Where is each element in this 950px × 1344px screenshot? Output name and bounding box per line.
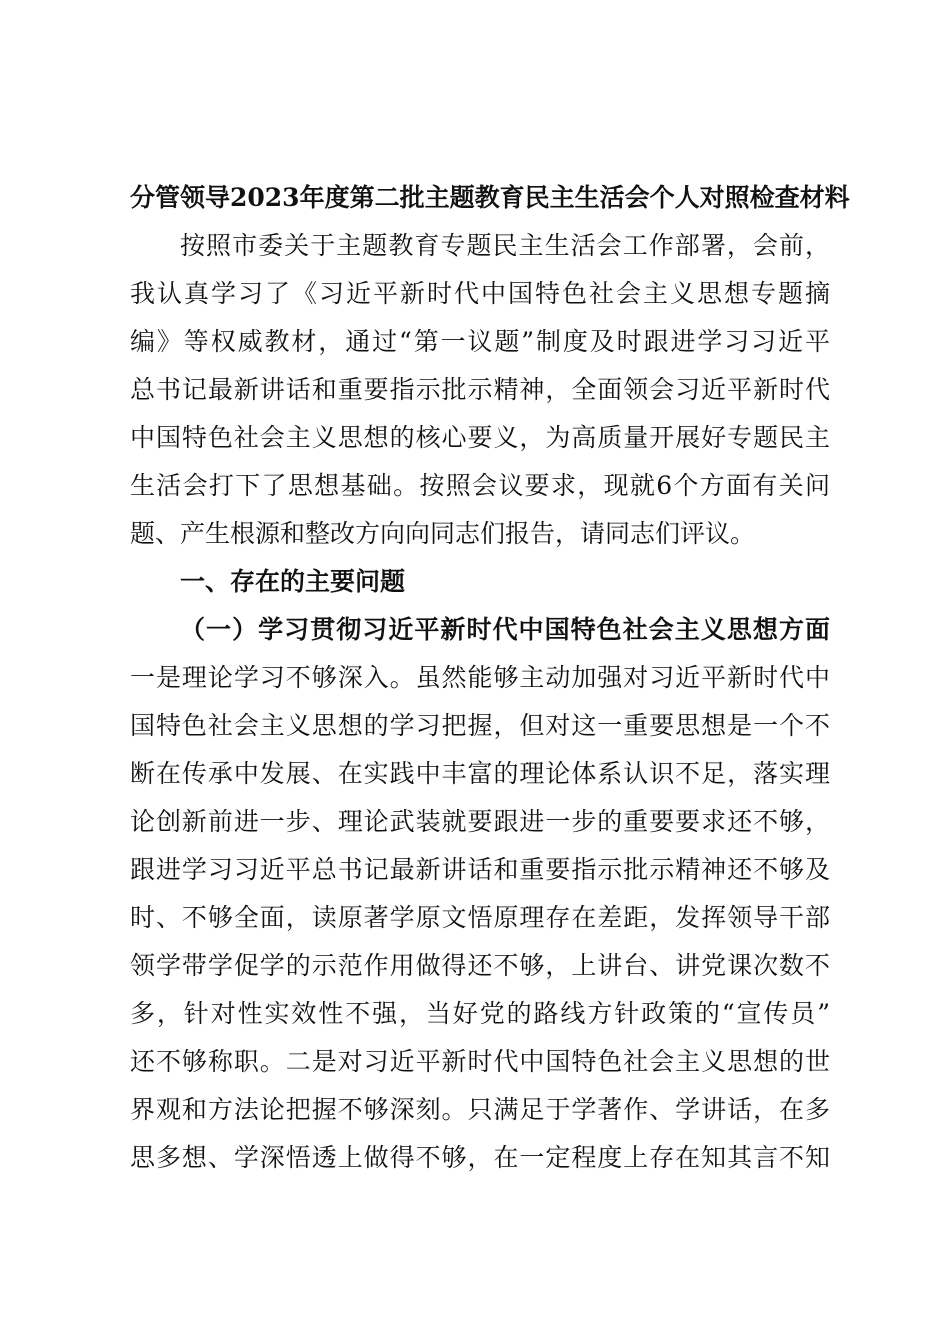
body-line: 一是理论学习不够深入。虽然能够主动加强对习近平新时代中	[130, 663, 830, 692]
intro-line: 按照市委关于主题教育专题民主生活会工作部署，会前，	[180, 231, 830, 260]
subsection-heading: （一）学习贯彻习近平新时代中国特色社会主义思想方面	[180, 615, 830, 644]
intro-line: 题、产生根源和整改方向向同志们报告，请同志们评议。	[130, 519, 756, 548]
document-title: 分管领导2023年度第二批主题教育民主生活会个人对照检查材料	[130, 183, 850, 212]
body-line: 国特色社会主义思想的学习把握，但对这一重要思想是一个不	[130, 711, 830, 740]
body-line: 断在传承中发展、在实践中丰富的理论体系认识不足，落实理	[130, 759, 830, 788]
body-line: 界观和方法论把握不够深刻。只满足于学著作、学讲话，在多	[130, 1095, 830, 1124]
intro-line: 中国特色社会主义思想的核心要义，为高质量开展好专题民主	[130, 423, 830, 452]
body-line: 论创新前进一步、理论武装就要跟进一步的重要要求还不够，	[130, 807, 830, 836]
body-line: 领学带学促学的示范作用做得还不够，上讲台、讲党课次数不	[130, 951, 830, 980]
body-line: 多，针对性实效性不强，当好党的路线方针政策的“宣传员”	[130, 999, 830, 1028]
body-line: 跟进学习习近平总书记最新讲话和重要指示批示精神还不够及	[130, 855, 830, 884]
intro-line: 生活会打下了思想基础。按照会议要求，现就6个方面有关问	[130, 471, 830, 500]
section-heading: 一、存在的主要问题	[180, 567, 406, 596]
body-line: 时、不够全面，读原著学原文悟原理存在差距，发挥领导干部	[130, 903, 830, 932]
intro-line: 我认真学习了《习近平新时代中国特色社会主义思想专题摘	[130, 279, 830, 308]
intro-line: 编》等权威教材，通过“第一议题”制度及时跟进学习习近平	[130, 327, 830, 356]
body-line: 思多想、学深悟透上做得不够，在一定程度上存在知其言不知	[130, 1143, 830, 1172]
intro-line: 总书记最新讲话和重要指示批示精神，全面领会习近平新时代	[130, 375, 830, 404]
body-line: 还不够称职。二是对习近平新时代中国特色社会主义思想的世	[130, 1047, 830, 1076]
